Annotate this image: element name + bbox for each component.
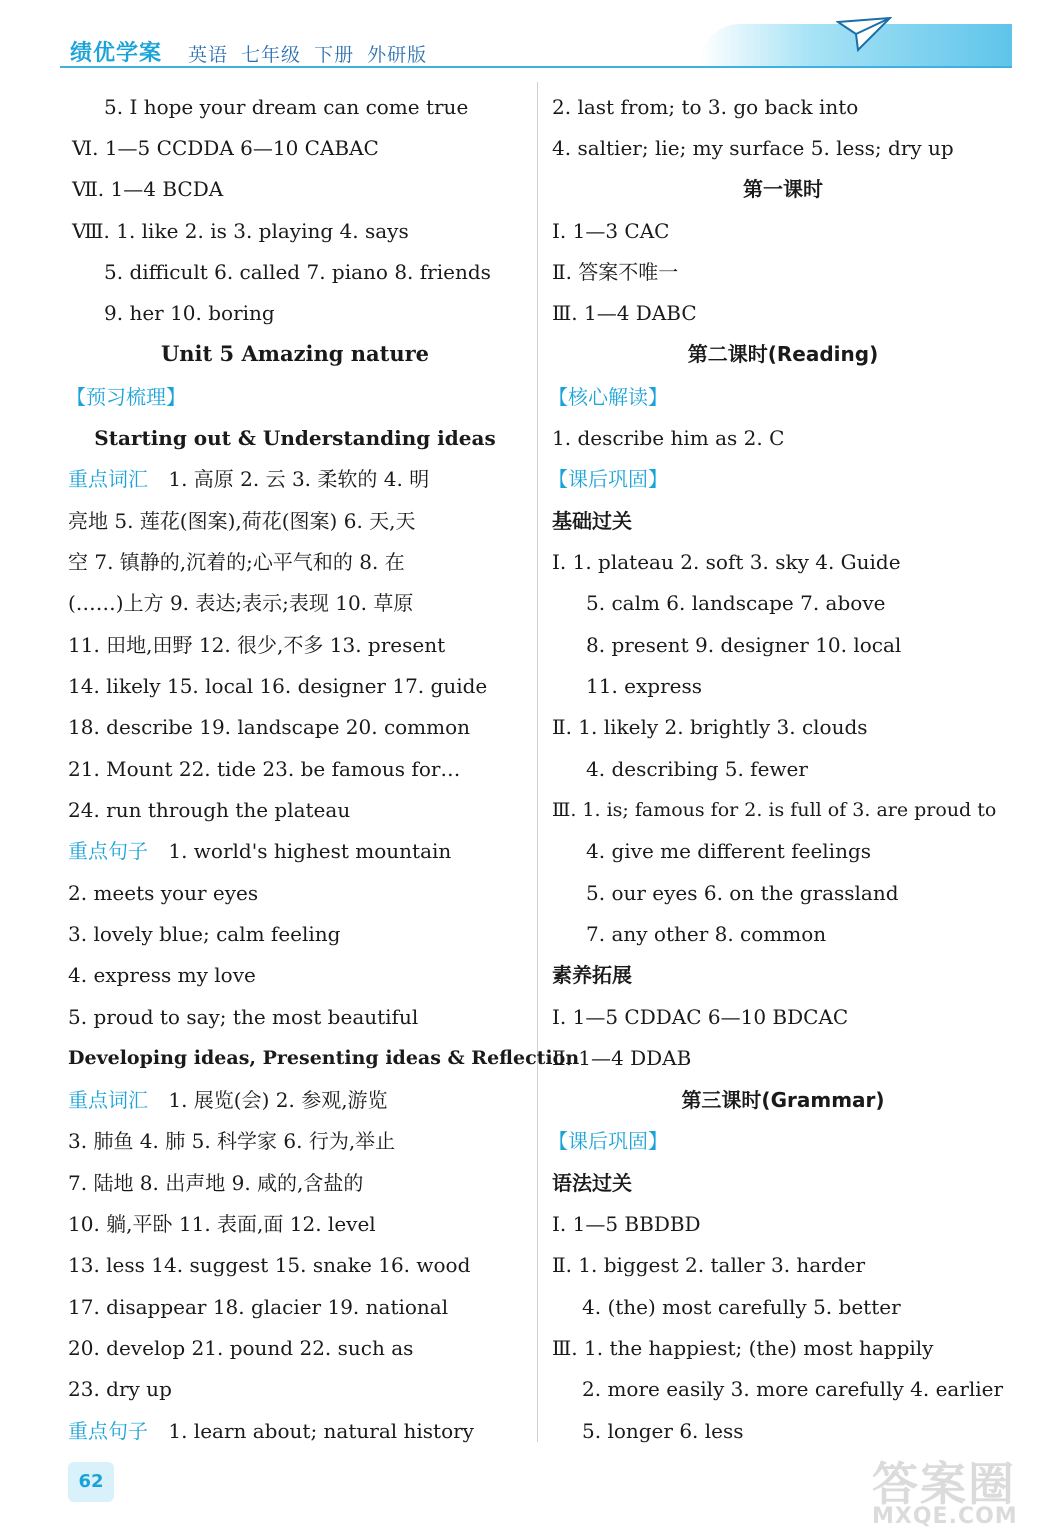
sentences-tag: 重点句子: [68, 1419, 148, 1443]
answer-line: 5. longer 6. less: [582, 1419, 744, 1443]
answer-line: 11. 田地,田野 12. 很少,不多 13. present: [68, 633, 446, 657]
watermark-logo: [862, 1448, 1032, 1528]
section-title: Developing ideas, Presenting ideas & Reflection: [68, 1047, 580, 1069]
answer-line: 17. disappear 18. glacier 19. national: [68, 1295, 449, 1319]
unit-title: Unit 5 Amazing nature: [160, 341, 430, 366]
answer-line: 20. develop 21. pound 22. such as: [68, 1336, 414, 1360]
answer-line: Ⅲ. 1. is; famous for 2. is full of 3. are proud to: [552, 799, 997, 821]
answer-line: 2. more easily 3. more carefully 4. earlier: [582, 1377, 1004, 1401]
answer-line: 24. run through the plateau: [68, 798, 351, 822]
answer-line: 5. proud to say; the most beautiful: [68, 1005, 419, 1029]
answer-line: 4. give me different feelings: [586, 839, 872, 863]
section-tag: 【课后巩固】: [548, 1129, 668, 1153]
answer-line: 11. express: [586, 674, 703, 698]
page-header: [0, 0, 1046, 70]
answer-line: Ⅱ. 1. likely 2. brightly 3. clouds: [552, 715, 868, 739]
answer-line: 3. 肺鱼 4. 肺 5. 科学家 6. 行为,举止: [68, 1129, 396, 1153]
answer-line: 3. lovely blue; calm feeling: [68, 922, 341, 946]
answer-line: (……)上方 9. 表达;表示;表现 10. 草原: [68, 591, 414, 615]
answer-line: Ⅶ. 1—4 BCDA: [72, 177, 224, 201]
column-divider: [537, 82, 538, 1442]
sentences-tag: 重点句子: [68, 839, 148, 863]
page-number: 62: [68, 1462, 114, 1502]
answer-line: 9. her 10. boring: [104, 301, 275, 325]
answer-line: 重点词汇 1. 高原 2. 云 3. 柔软的 4. 明: [68, 467, 430, 491]
section-tag: 【核心解读】: [548, 385, 668, 409]
vocab-tag: 重点词汇: [68, 1088, 148, 1112]
answer-line: 空 7. 镇静的,沉着的;心平气和的 8. 在: [68, 550, 405, 574]
answer-line: 重点词汇 1. 展览(会) 2. 参观,游览: [68, 1088, 388, 1112]
answer-line: 2. meets your eyes: [68, 881, 259, 905]
answer-line: Ⅱ. 答案不唯一: [552, 260, 679, 284]
lesson-title: 第三课时(Grammar): [681, 1088, 885, 1112]
section-tag: 【课后巩固】: [548, 467, 668, 491]
answer-line: 亮地 5. 莲花(图案),荷花(图案) 6. 天,天: [68, 509, 416, 533]
answer-line: 5. calm 6. landscape 7. above: [586, 591, 886, 615]
book-brand: 绩优学案: [70, 41, 163, 66]
answer-line: 重点句子 1. world's highest mountain: [68, 839, 452, 863]
answer-line: 4. express my love: [68, 963, 256, 987]
answer-line: 14. likely 15. local 16. designer 17. guide: [68, 674, 488, 698]
answer-line: 5. difficult 6. called 7. piano 8. friends: [104, 260, 491, 284]
watermark-url: MXQE.COM: [872, 1504, 1018, 1529]
answer-line: 5. I hope your dream can come true: [104, 95, 469, 119]
answer-line: 13. less 14. suggest 15. snake 16. wood: [68, 1253, 471, 1277]
section-title: Starting out & Understanding ideas: [94, 426, 496, 450]
answer-line: Ⅰ. 1—3 CAC: [552, 219, 670, 243]
answer-line: 4. saltier; lie; my surface 5. less; dry up: [552, 136, 954, 160]
answer-line: Ⅱ. 1. biggest 2. taller 3. harder: [552, 1253, 865, 1277]
answer-line: 10. 躺,平卧 11. 表面,面 12. level: [68, 1212, 376, 1236]
answer-line: Ⅰ. 1—5 BBDBD: [552, 1212, 701, 1236]
answer-line: 7. any other 8. common: [586, 922, 827, 946]
answer-line: Ⅲ. 1. the happiest; (the) most happily: [552, 1336, 934, 1360]
answer-line: 18. describe 19. landscape 20. common: [68, 715, 471, 739]
answer-line: 21. Mount 22. tide 23. be famous for…: [68, 757, 461, 781]
answer-line: Ⅷ. 1. like 2. is 3. playing 4. says: [72, 219, 409, 243]
header-rule: [60, 66, 1012, 68]
answer-line: 2. last from; to 3. go back into: [552, 95, 859, 119]
paper-plane-icon: [836, 16, 892, 52]
subsection-title: 语法过关: [552, 1171, 632, 1195]
lesson-title: 第二课时(Reading): [687, 342, 879, 366]
answer-line: 1. describe him as 2. C: [552, 426, 785, 450]
subsection-title: 基础过关: [552, 509, 632, 533]
answer-line: 4. describing 5. fewer: [586, 757, 808, 781]
answer-line: Ⅱ. 1—4 DDAB: [552, 1046, 692, 1070]
answer-line: Ⅲ. 1—4 DABC: [552, 301, 697, 325]
answer-line: Ⅵ. 1—5 CCDDA 6—10 CABAC: [72, 136, 379, 160]
answer-line: 5. our eyes 6. on the grassland: [586, 881, 899, 905]
answer-line: Ⅰ. 1—5 CDDAC 6—10 BDCAC: [552, 1005, 849, 1029]
lesson-title: 第一课时: [743, 177, 823, 201]
answer-line: Ⅰ. 1. plateau 2. soft 3. sky 4. Guide: [552, 550, 901, 574]
book-meta: 英语 七年级 下册 外研版: [188, 44, 428, 66]
vocab-tag: 重点词汇: [68, 467, 148, 491]
answer-line: 7. 陆地 8. 出声地 9. 咸的,含盐的: [68, 1171, 364, 1195]
answer-line: 4. (the) most carefully 5. better: [582, 1295, 901, 1319]
subsection-title: 素养拓展: [552, 963, 632, 987]
answer-line: 23. dry up: [68, 1377, 172, 1401]
watermark-text: 答案圈: [872, 1457, 1016, 1511]
section-tag-preview: 【预习梳理】: [66, 385, 186, 409]
answer-line: 重点句子 1. learn about; natural history: [68, 1419, 474, 1443]
answer-line: 8. present 9. designer 10. local: [586, 633, 902, 657]
